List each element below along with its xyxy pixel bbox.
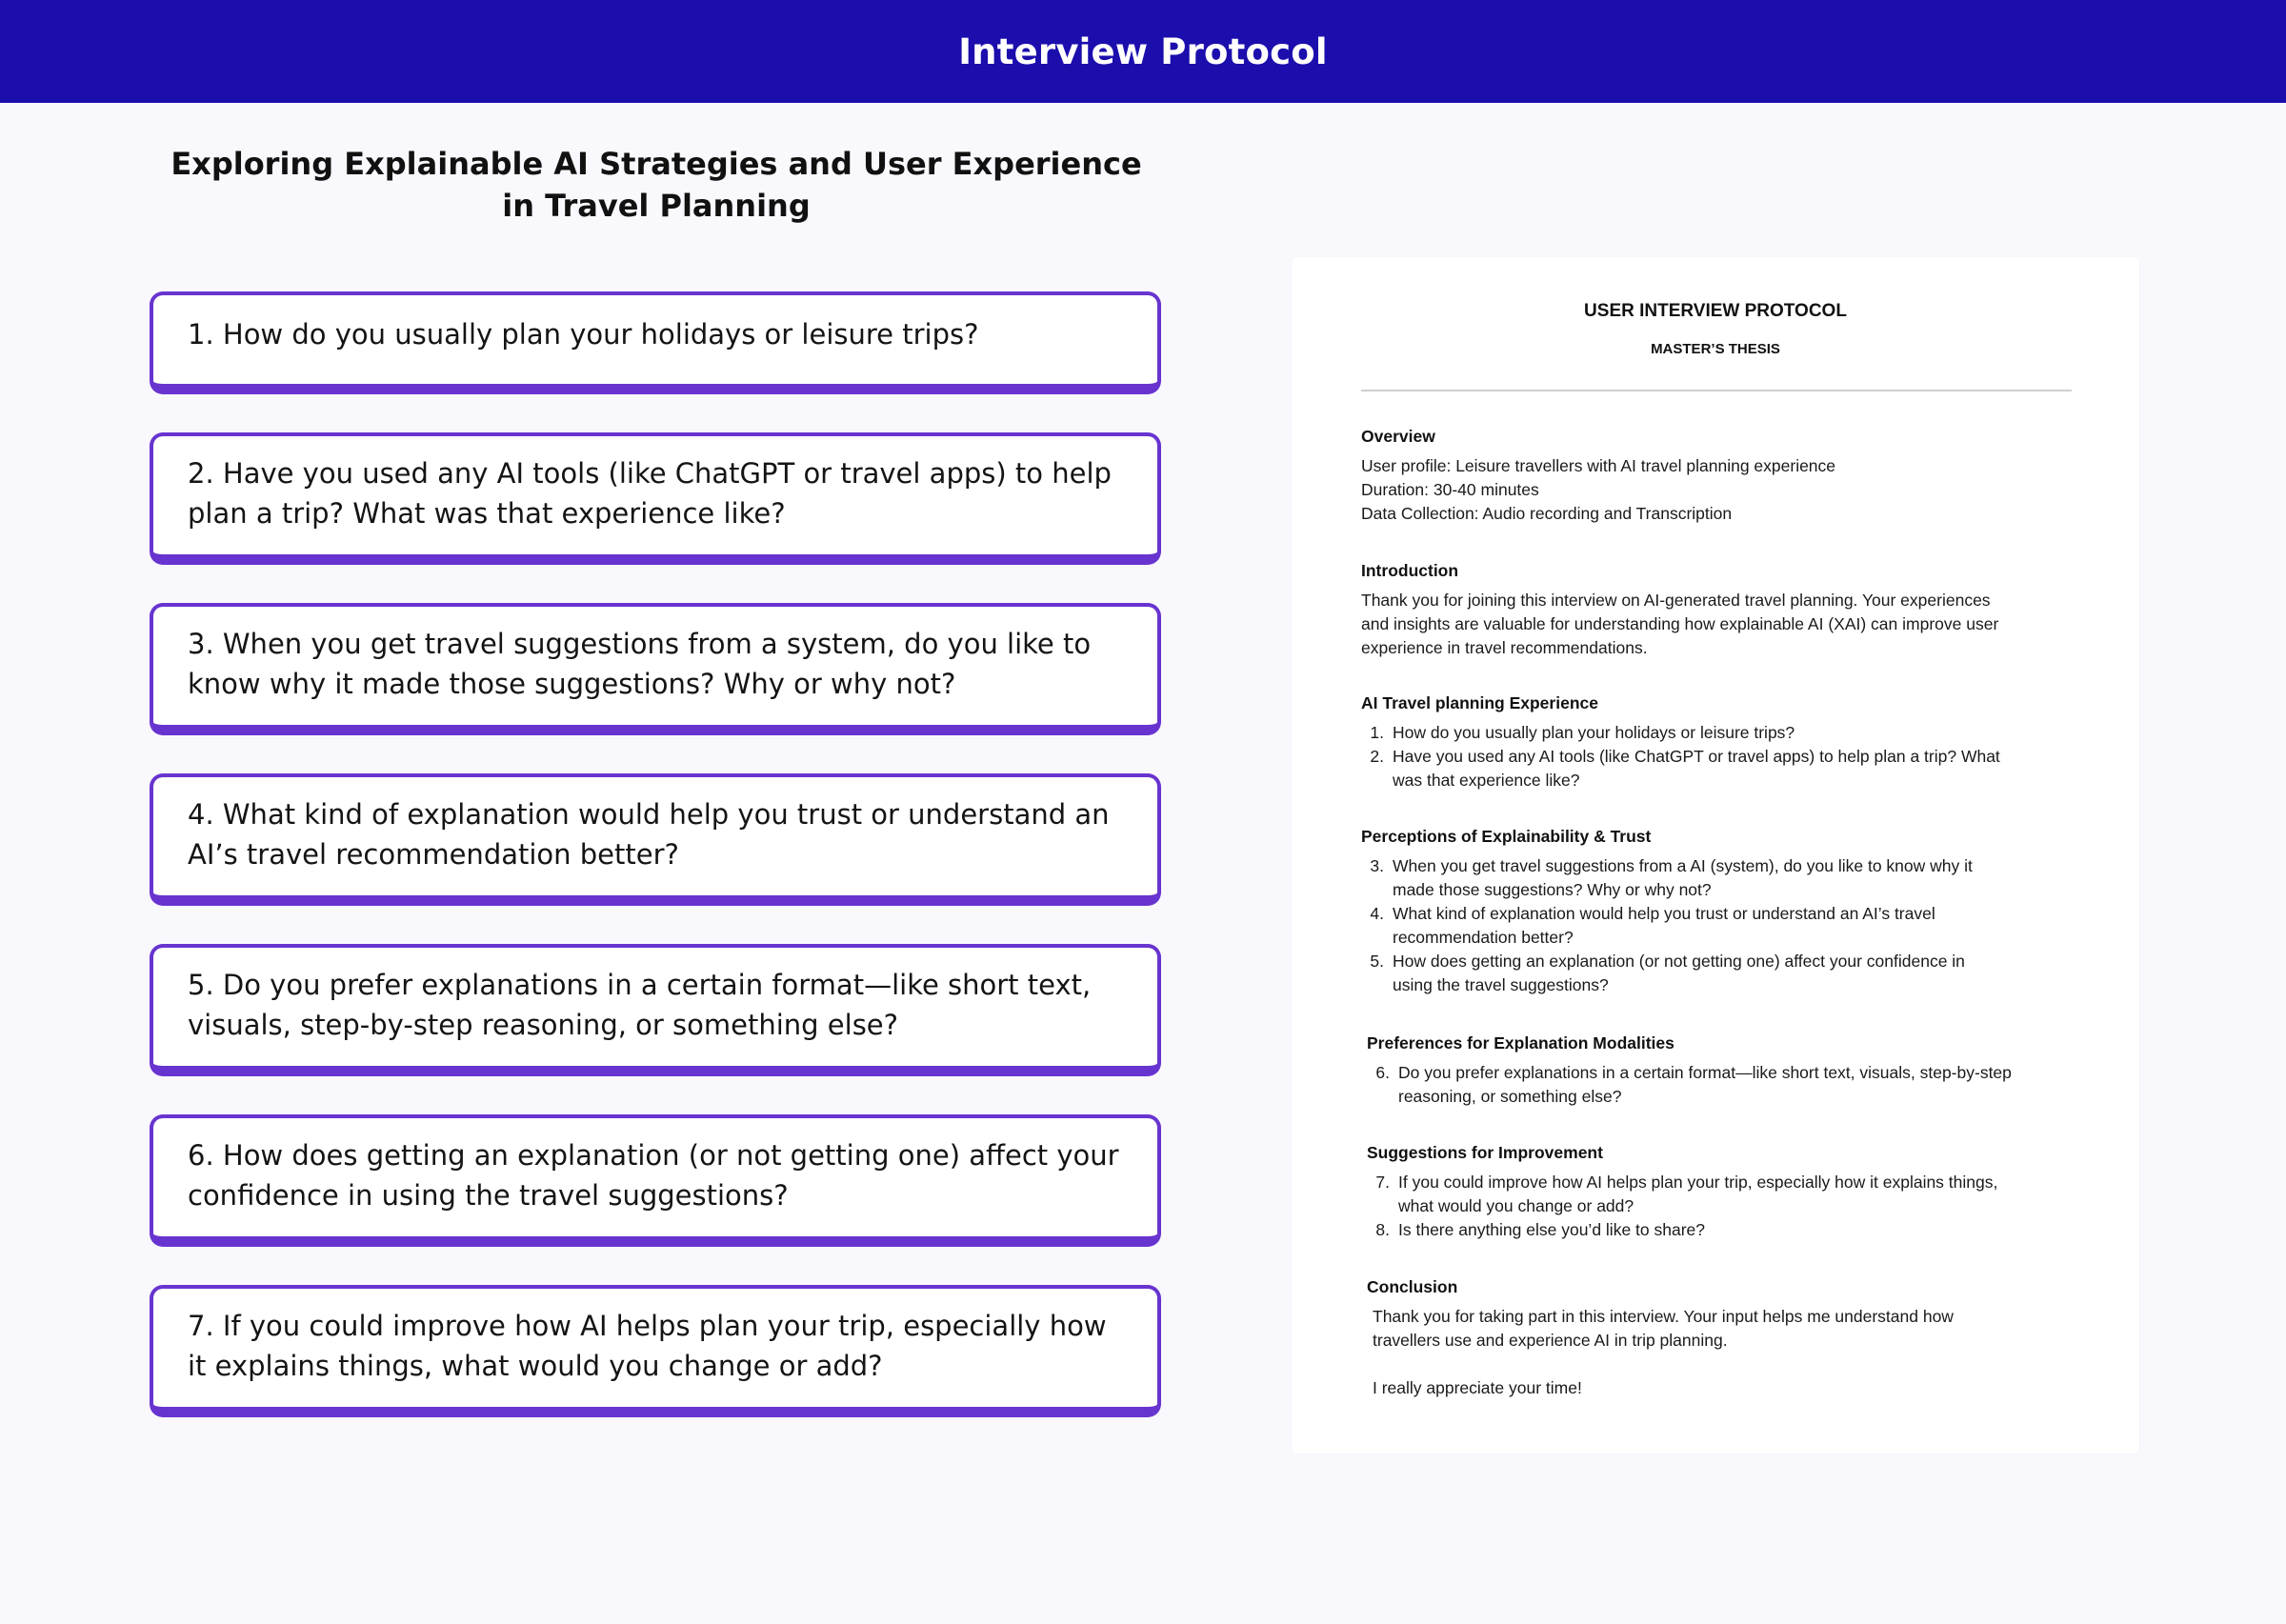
question-card-3: 3. When you get travel suggestions from a system, do you like to know why it made those suggestions? Why or why not? [150, 603, 1161, 735]
list-item [1367, 1061, 2091, 1109]
question-card-5: 5. Do you prefer explanations in a certain format—like short text, visuals, step-by-step reasoning, or something else? [150, 944, 1161, 1076]
overview-heading: Overview [1361, 427, 1435, 446]
overview-line: User profile: Leisure travellers with AI travel planning experience [1361, 456, 1836, 475]
conclusion-section [1367, 1275, 2091, 1400]
introduction-line: and insights are valuable for understanding how explainable AI (XAI) can improve user [1361, 614, 1999, 633]
list-item-text [1398, 1061, 2091, 1109]
list-item-text [1398, 1171, 2091, 1218]
list-item [1361, 902, 2085, 950]
conclusion-line: Thank you for taking part in this interview. Your input helps me understand how [1373, 1307, 1954, 1326]
list-item-number: 4. [1370, 904, 1384, 923]
list-item-text [1393, 745, 2085, 792]
list-item-line: What kind of explanation would help you trust or understand an AI’s travel [1393, 904, 1935, 923]
list-item-line: made those suggestions? Why or why not? [1393, 880, 1712, 899]
page-title-line-2: in Travel Planning [502, 188, 811, 224]
list-item-number: 8. [1375, 1220, 1390, 1239]
question-card-2: 2. Have you used any AI tools (like ChatGPT or travel apps) to help plan a trip? What was that experience like? [150, 432, 1161, 565]
list-item-line: was that experience like? [1393, 771, 1580, 790]
protocol-document [1292, 257, 2139, 1454]
list-item-text [1393, 721, 2085, 745]
list-item [1367, 1171, 2091, 1218]
list-item [1361, 745, 2085, 792]
improvement-heading: Suggestions for Improvement [1367, 1143, 1603, 1162]
conclusion-heading: Conclusion [1367, 1277, 1458, 1296]
list-item-number: 3. [1370, 856, 1384, 875]
introduction-heading: Introduction [1361, 561, 1459, 580]
list-item [1361, 721, 2085, 745]
list-item-number: 5. [1370, 952, 1384, 971]
experience-section [1361, 692, 2085, 792]
list-item [1367, 1218, 2091, 1242]
list-item-text [1398, 1218, 2091, 1242]
conclusion-spacer [1373, 1353, 2091, 1376]
list-item-line: reasoning, or something else? [1398, 1087, 1622, 1106]
preferences-section [1367, 1032, 2091, 1109]
question-card-7: 7. If you could improve how AI helps plan your trip, especially how it explains things, what would you change or add? [150, 1285, 1161, 1417]
question-card-1: 1. How do you usually plan your holidays or leisure trips? [150, 291, 1161, 394]
experience-heading: AI Travel planning Experience [1361, 693, 1598, 712]
list-item-line: what would you change or add? [1398, 1196, 1634, 1215]
conclusion-closing: I really appreciate your time! [1373, 1378, 1582, 1397]
perceptions-section [1361, 825, 2085, 997]
page-title-line-1: Exploring Explainable AI Strategies and User Experience [170, 146, 1142, 182]
list-item [1361, 950, 2085, 997]
header-bar [0, 0, 2286, 103]
list-item-line: Is there anything else you’d like to share? [1398, 1220, 1705, 1239]
list-item-number: 6. [1375, 1063, 1390, 1082]
perceptions-heading: Perceptions of Explainability & Trust [1361, 827, 1652, 846]
list-item-text [1393, 902, 2085, 950]
conclusion-line: travellers use and experience AI in trip planning. [1373, 1331, 1728, 1350]
improvement-section [1367, 1141, 2091, 1242]
page-title [150, 143, 1162, 227]
list-item-line: How does getting an explanation (or not getting one) affect your confidence in [1393, 952, 1965, 971]
document-title: USER INTERVIEW PROTOCOL [1584, 301, 1847, 321]
preferences-heading: Preferences for Explanation Modalities [1367, 1033, 1674, 1053]
conclusion-body [1367, 1305, 2091, 1400]
list-item [1361, 854, 2085, 902]
list-item-line: recommendation better? [1393, 928, 1574, 947]
introduction-line: Thank you for joining this interview on AI-generated travel planning. Your experiences [1361, 591, 1991, 610]
header-title: Interview Protocol [958, 30, 1328, 72]
introduction-section [1361, 559, 2085, 660]
overview-line: Duration: 30-40 minutes [1361, 480, 1539, 499]
question-card-6: 6. How does getting an explanation (or not getting one) affect your confidence in using the travel suggestions? [150, 1114, 1161, 1247]
list-item-number: 7. [1375, 1173, 1390, 1192]
list-item-text [1393, 950, 2085, 997]
overview-line: Data Collection: Audio recording and Transcription [1361, 504, 1733, 523]
list-item-number: 2. [1370, 747, 1384, 766]
list-item-line: Have you used any AI tools (like ChatGPT or travel apps) to help plan a trip? What [1393, 747, 2000, 766]
list-item-line: using the travel suggestions? [1393, 975, 1609, 994]
list-item-line: Do you prefer explanations in a certain format—like short text, visuals, step-by-step [1398, 1063, 2012, 1082]
list-item-line: How do you usually plan your holidays or leisure trips? [1393, 723, 1795, 742]
document-subtitle: MASTER’S THESIS [1651, 341, 1780, 357]
document-divider [1361, 390, 2072, 391]
list-item-text [1393, 854, 2085, 902]
list-item-line: When you get travel suggestions from a AI (system), do you like to know why it [1393, 856, 1973, 875]
question-card-4: 4. What kind of explanation would help you trust or understand an AI’s travel recommendation better? [150, 773, 1161, 906]
list-item-line: If you could improve how AI helps plan your trip, especially how it explains things, [1398, 1173, 1998, 1192]
introduction-line: experience in travel recommendations. [1361, 638, 1648, 657]
list-item-number: 1. [1370, 723, 1384, 742]
overview-section [1361, 425, 2085, 526]
